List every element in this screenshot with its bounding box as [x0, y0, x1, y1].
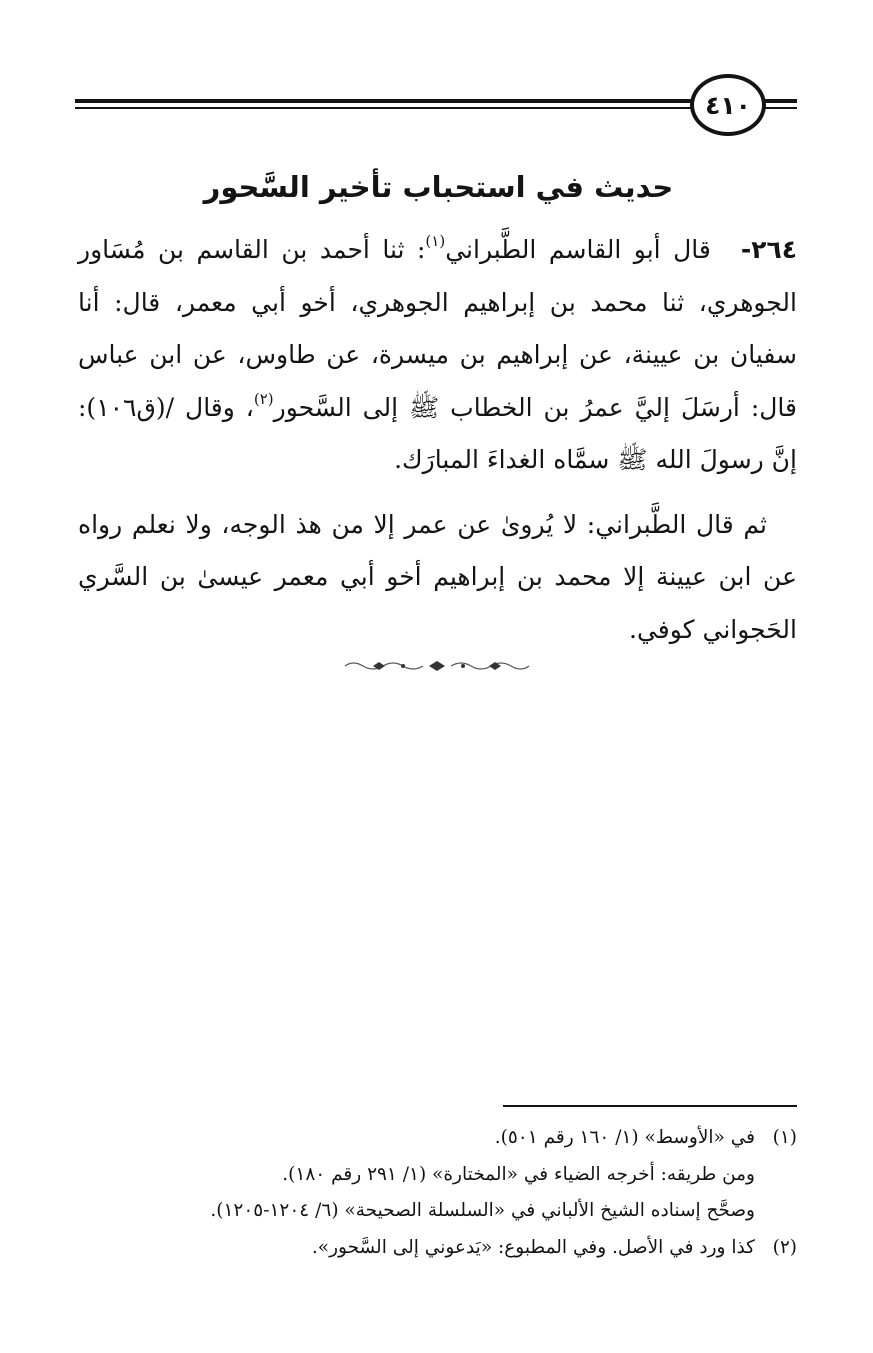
- footnote-2: [78, 1230, 797, 1267]
- hadith-text-part2: : ثنا أحمد بن القاسم بن مُسَاور الجوهري، ثنا محمد بن إبراهيم الجوهري، أخو أبي معمر، قال: أنا سفيان بن عيينة، عن إبراهيم بن ميسرة، عن طاوس، عن ابن عباس قال: أرسَلَ إليَّ عمرُ بن الخطاب ﷺ إلى السَّحور: [78, 235, 797, 422]
- header-rule-thick: [75, 99, 695, 103]
- hadith-text-part1: قال أبو القاسم الطَّبراني: [445, 235, 711, 264]
- hadith-paragraph: [78, 224, 797, 487]
- footnote-1-line-2: ومن طريقه: أخرجه الضياء في «المختارة» (١/ ٢٩١ رقم ١٨٠).: [282, 1163, 755, 1185]
- footnote-1-line-3: وصحَّح إسناده الشيخ الألباني في «السلسلة الصحيحة» (٦/ ١٢٠٤-١٢٠٥).: [210, 1200, 755, 1221]
- hadith-number: ٢٦٤-: [740, 235, 798, 264]
- header-rule: [75, 96, 695, 114]
- footnote-1: [78, 1120, 797, 1157]
- page-number-badge: [690, 74, 766, 136]
- footnote-separator: [503, 1105, 797, 1107]
- footnotes: [78, 1120, 797, 1266]
- footnote-1-number: (١): [772, 1127, 797, 1148]
- footnote-1-line-1: في «الأوسط» (١/ ١٦٠ رقم ٥٠١).: [494, 1127, 755, 1148]
- footnote-2-number: (٢): [772, 1236, 797, 1258]
- footnote-2-line-1: كذا ورد في الأصل. وفي المطبوع: «يَدعوني إلى السَّحور».: [311, 1236, 755, 1258]
- commentary-paragraph: [78, 499, 797, 657]
- header-rule-thin: [75, 107, 695, 109]
- header-rule-right-thick: [765, 99, 797, 103]
- footnote-marker-2[interactable]: (٢): [253, 389, 274, 408]
- commentary-text: ثم قال الطَّبراني: لا يُروىٰ عن عمر إلا من هذ الوجه، ولا نعلم رواه عن ابن عيينة إلا محمد بن إبراهيم أخو أبي معمر عيسىٰ بن السَّري الحَجواني كوفي.: [78, 509, 797, 644]
- section-title: حديث في استحباب تأخير السَّحور: [203, 170, 674, 204]
- page-number: ٤١٠: [705, 90, 751, 120]
- hadith-text-part3: ، وقال /(ق١٠٦): إنَّ رسولَ الله ﷺ سمَّاه الغداءَ المبارَك.: [78, 392, 797, 474]
- section-ornament: [343, 658, 531, 674]
- header-rule-right: [765, 99, 797, 111]
- footnote-marker-1[interactable]: (١): [425, 232, 446, 250]
- body-text: [78, 224, 797, 656]
- header-rule-right-thin: [765, 107, 797, 109]
